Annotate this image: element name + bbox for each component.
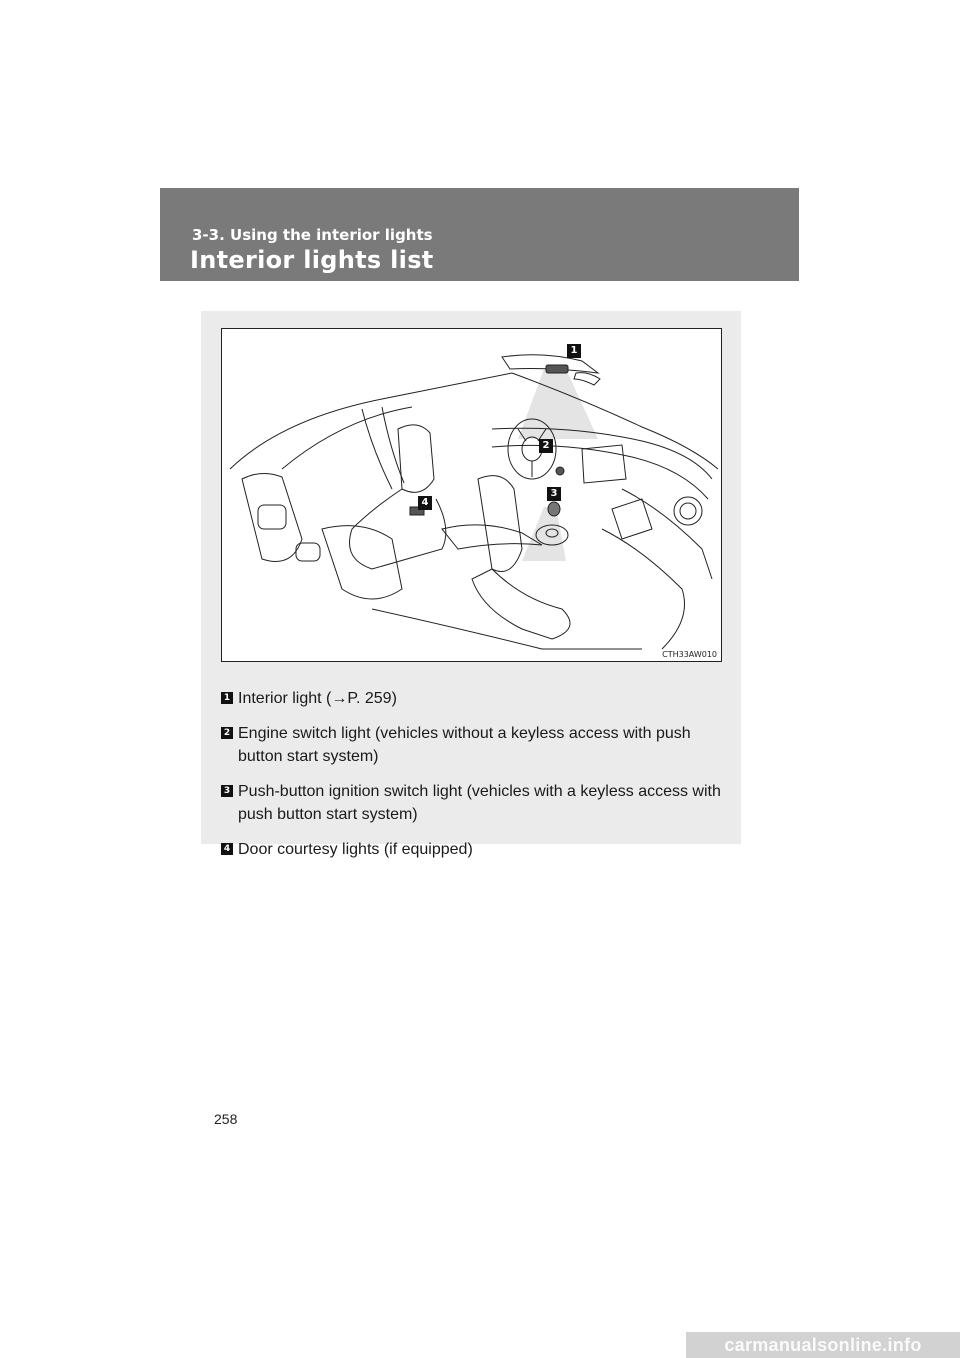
- list-item: [221, 780, 726, 826]
- content-panel: [201, 311, 741, 858]
- item-number: 1: [221, 692, 233, 704]
- callout-1: 1: [567, 344, 581, 358]
- item-text: Engine switch light (vehicles without a keyless access with push button start system): [238, 725, 691, 765]
- item-text: Push-button ignition switch light (vehicles with a keyless access with push button start system): [238, 783, 721, 823]
- callout-4: 4: [418, 496, 432, 510]
- page-number: 258: [214, 1111, 238, 1127]
- page-header: [160, 188, 799, 281]
- list-item: [221, 722, 726, 768]
- watermark: carmanualsonline.info: [686, 1332, 960, 1358]
- car-interior-illustration: [221, 328, 722, 662]
- list-item: [221, 838, 726, 861]
- light-list: [221, 687, 726, 873]
- item-number: 4: [221, 843, 233, 855]
- callout-2: 2: [539, 439, 553, 453]
- car-interior-drawing: [222, 329, 722, 662]
- item-text: Door courtesy lights (if equipped): [238, 841, 473, 858]
- item-number: 3: [221, 785, 233, 797]
- page-title: Interior lights list: [190, 246, 434, 274]
- callout-3: 3: [547, 487, 561, 501]
- section-label: 3-3. Using the interior lights: [192, 226, 433, 244]
- item-number: 2: [221, 727, 233, 739]
- list-item: [221, 687, 726, 710]
- item-text: Interior light (→P. 259): [238, 690, 397, 707]
- figure-code: CTH33AW010: [662, 650, 717, 659]
